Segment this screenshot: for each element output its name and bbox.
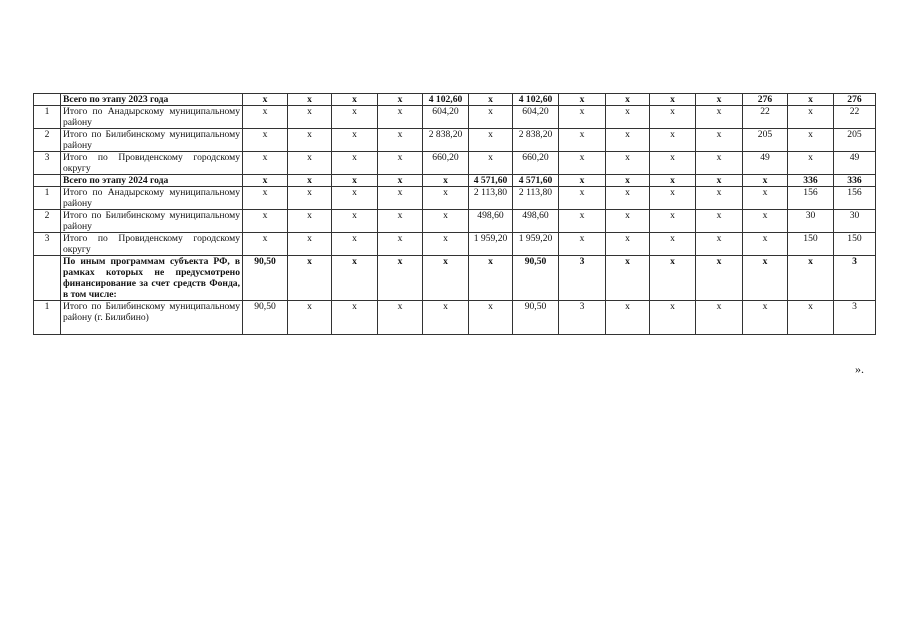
value-cell: х: [743, 256, 788, 301]
value-cell: 156: [788, 187, 834, 210]
row-number-cell: [34, 256, 61, 301]
value-cell: х: [288, 106, 332, 129]
value-cell: 30: [834, 210, 876, 233]
value-cell: х: [606, 256, 650, 301]
row-name-cell: Всего по этапу 2024 года: [61, 175, 243, 187]
table-row: [34, 233, 876, 256]
value-cell: х: [743, 187, 788, 210]
row-number-cell: 1: [34, 187, 61, 210]
value-cell: х: [469, 152, 513, 175]
value-cell: х: [332, 152, 378, 175]
value-cell: х: [332, 256, 378, 301]
value-cell: 1 959,20: [513, 233, 559, 256]
value-cell: х: [243, 94, 288, 106]
value-cell: х: [378, 129, 423, 152]
value-cell: 276: [834, 94, 876, 106]
value-cell: 205: [743, 129, 788, 152]
value-cell: 150: [788, 233, 834, 256]
row-number-cell: 2: [34, 210, 61, 233]
value-cell: 336: [788, 175, 834, 187]
value-cell: х: [469, 129, 513, 152]
value-cell: х: [559, 106, 606, 129]
value-cell: х: [606, 301, 650, 335]
value-cell: х: [606, 210, 650, 233]
value-cell: 276: [743, 94, 788, 106]
value-cell: х: [332, 175, 378, 187]
value-cell: х: [743, 210, 788, 233]
row-name-cell: Итого по Билибинскому муниципальному району: [61, 210, 243, 233]
value-cell: 4 571,60: [513, 175, 559, 187]
value-cell: х: [378, 233, 423, 256]
value-cell: х: [243, 187, 288, 210]
value-cell: х: [378, 106, 423, 129]
table-row: [34, 301, 876, 335]
value-cell: х: [378, 187, 423, 210]
value-cell: 1 959,20: [469, 233, 513, 256]
value-cell: х: [288, 129, 332, 152]
value-cell: х: [288, 94, 332, 106]
row-number-cell: [34, 175, 61, 187]
value-cell: х: [469, 301, 513, 335]
value-cell: х: [378, 210, 423, 233]
value-cell: 30: [788, 210, 834, 233]
value-cell: х: [650, 175, 696, 187]
table-row: [34, 94, 876, 106]
row-name-cell: Итого по Провиденскому городскому округу: [61, 152, 243, 175]
value-cell: х: [288, 256, 332, 301]
value-cell: х: [469, 94, 513, 106]
value-cell: 498,60: [469, 210, 513, 233]
value-cell: 604,20: [423, 106, 469, 129]
value-cell: 336: [834, 175, 876, 187]
value-cell: 660,20: [513, 152, 559, 175]
value-cell: х: [378, 301, 423, 335]
value-cell: 3: [834, 256, 876, 301]
table-row: [34, 152, 876, 175]
value-cell: 3: [559, 301, 606, 335]
value-cell: х: [469, 256, 513, 301]
value-cell: х: [423, 175, 469, 187]
table-body: [34, 94, 876, 335]
closing-quote-mark: ».: [855, 362, 864, 376]
value-cell: х: [243, 175, 288, 187]
value-cell: 2 113,80: [469, 187, 513, 210]
value-cell: 604,20: [513, 106, 559, 129]
value-cell: х: [696, 256, 743, 301]
value-cell: 498,60: [513, 210, 559, 233]
row-name-cell: Итого по Анадырскому муниципальному району: [61, 187, 243, 210]
value-cell: х: [606, 187, 650, 210]
value-cell: х: [288, 301, 332, 335]
value-cell: х: [332, 233, 378, 256]
value-cell: х: [606, 94, 650, 106]
value-cell: х: [788, 106, 834, 129]
value-cell: х: [469, 106, 513, 129]
value-cell: х: [559, 233, 606, 256]
value-cell: х: [288, 175, 332, 187]
value-cell: х: [743, 175, 788, 187]
table-row: [34, 129, 876, 152]
value-cell: х: [288, 152, 332, 175]
value-cell: 90,50: [243, 256, 288, 301]
value-cell: х: [606, 175, 650, 187]
data-table: [33, 93, 876, 335]
value-cell: 3: [559, 256, 606, 301]
value-cell: х: [650, 94, 696, 106]
value-cell: х: [423, 301, 469, 335]
value-cell: х: [788, 152, 834, 175]
value-cell: х: [606, 106, 650, 129]
value-cell: х: [243, 210, 288, 233]
value-cell: 90,50: [513, 256, 559, 301]
value-cell: х: [650, 301, 696, 335]
row-number-cell: [34, 94, 61, 106]
row-name-cell: Итого по Билибинскому муниципальному району (г. Билибино): [61, 301, 243, 335]
table-row: [34, 256, 876, 301]
value-cell: 90,50: [243, 301, 288, 335]
row-number-cell: 3: [34, 233, 61, 256]
value-cell: х: [650, 106, 696, 129]
table-row: [34, 187, 876, 210]
value-cell: х: [606, 152, 650, 175]
value-cell: х: [559, 175, 606, 187]
value-cell: 660,20: [423, 152, 469, 175]
value-cell: х: [788, 129, 834, 152]
value-cell: х: [423, 187, 469, 210]
value-cell: х: [378, 94, 423, 106]
value-cell: х: [788, 301, 834, 335]
value-cell: х: [743, 233, 788, 256]
value-cell: х: [378, 256, 423, 301]
value-cell: х: [696, 233, 743, 256]
row-number-cell: 1: [34, 301, 61, 335]
value-cell: 156: [834, 187, 876, 210]
value-cell: 49: [743, 152, 788, 175]
value-cell: 90,50: [513, 301, 559, 335]
value-cell: х: [378, 175, 423, 187]
row-number-cell: 3: [34, 152, 61, 175]
value-cell: х: [243, 152, 288, 175]
value-cell: 22: [834, 106, 876, 129]
value-cell: х: [423, 210, 469, 233]
row-number-cell: 2: [34, 129, 61, 152]
value-cell: х: [696, 129, 743, 152]
value-cell: х: [559, 94, 606, 106]
value-cell: х: [378, 152, 423, 175]
value-cell: х: [288, 210, 332, 233]
table-row: [34, 106, 876, 129]
value-cell: 4 571,60: [469, 175, 513, 187]
value-cell: 205: [834, 129, 876, 152]
value-cell: х: [650, 187, 696, 210]
value-cell: 4 102,60: [423, 94, 469, 106]
value-cell: х: [559, 152, 606, 175]
value-cell: х: [696, 94, 743, 106]
value-cell: 4 102,60: [513, 94, 559, 106]
value-cell: х: [743, 301, 788, 335]
value-cell: х: [332, 187, 378, 210]
row-number-cell: 1: [34, 106, 61, 129]
value-cell: х: [332, 94, 378, 106]
row-name-cell: Итого по Билибинскому муниципальному району: [61, 129, 243, 152]
value-cell: х: [696, 210, 743, 233]
value-cell: 3: [834, 301, 876, 335]
value-cell: х: [788, 256, 834, 301]
row-name-cell: Всего по этапу 2023 года: [61, 94, 243, 106]
value-cell: 2 113,80: [513, 187, 559, 210]
value-cell: х: [696, 187, 743, 210]
value-cell: х: [423, 256, 469, 301]
value-cell: х: [423, 233, 469, 256]
value-cell: х: [650, 256, 696, 301]
value-cell: х: [696, 175, 743, 187]
value-cell: 49: [834, 152, 876, 175]
value-cell: х: [243, 233, 288, 256]
value-cell: х: [559, 187, 606, 210]
value-cell: х: [559, 129, 606, 152]
row-name-cell: По иным программам субъекта РФ, в рамках которых не предусмотрено финансирование за счет средств Фонда, в том числе:: [61, 256, 243, 301]
value-cell: х: [332, 301, 378, 335]
row-name-cell: Итого по Провиденскому городскому округу: [61, 233, 243, 256]
value-cell: х: [788, 94, 834, 106]
value-cell: х: [650, 129, 696, 152]
value-cell: х: [332, 106, 378, 129]
value-cell: 2 838,20: [513, 129, 559, 152]
value-cell: х: [606, 129, 650, 152]
value-cell: х: [650, 210, 696, 233]
value-cell: х: [696, 152, 743, 175]
value-cell: х: [696, 106, 743, 129]
value-cell: 2 838,20: [423, 129, 469, 152]
value-cell: 150: [834, 233, 876, 256]
row-name-cell: Итого по Анадырскому муниципальному району: [61, 106, 243, 129]
value-cell: х: [332, 210, 378, 233]
value-cell: х: [243, 129, 288, 152]
value-cell: х: [243, 106, 288, 129]
value-cell: 22: [743, 106, 788, 129]
table-row: [34, 175, 876, 187]
value-cell: х: [288, 187, 332, 210]
value-cell: х: [650, 233, 696, 256]
value-cell: х: [696, 301, 743, 335]
value-cell: х: [606, 233, 650, 256]
value-cell: х: [332, 129, 378, 152]
table-row: [34, 210, 876, 233]
value-cell: х: [650, 152, 696, 175]
value-cell: х: [288, 233, 332, 256]
value-cell: х: [559, 210, 606, 233]
